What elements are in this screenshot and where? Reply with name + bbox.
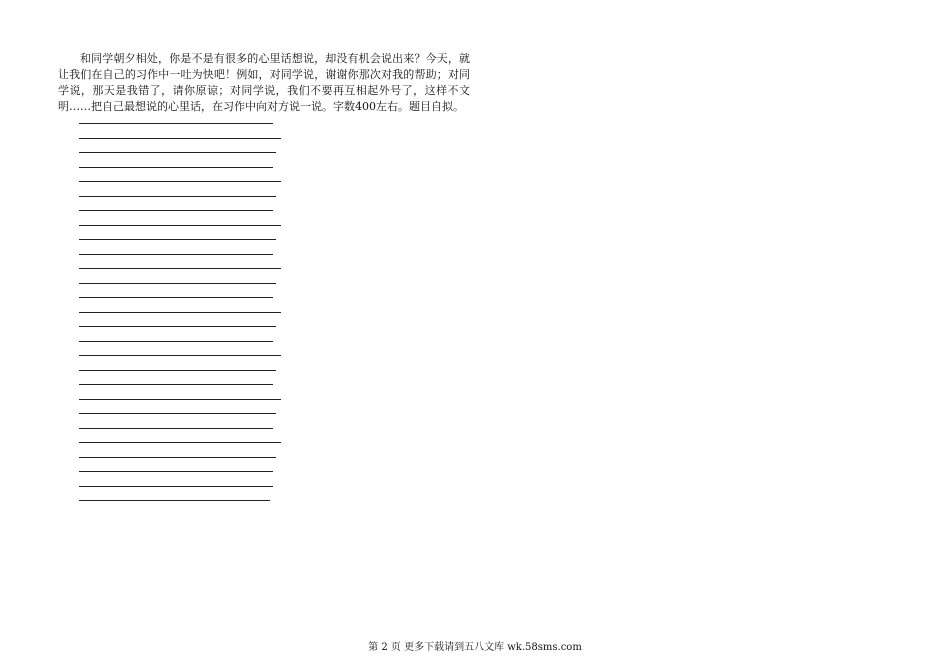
answer-line[interactable] [79, 254, 273, 255]
answer-line[interactable] [79, 370, 276, 371]
page-footer: 第 2 页 更多下载请到五八文库 wk.58sms.com [368, 642, 582, 653]
answer-line[interactable] [79, 355, 281, 356]
answer-line[interactable] [79, 283, 276, 284]
answer-line[interactable] [79, 123, 273, 124]
answer-line[interactable] [79, 500, 270, 501]
answer-line[interactable] [79, 297, 273, 298]
answer-line[interactable] [79, 326, 276, 327]
answer-line[interactable] [79, 181, 281, 182]
answer-line[interactable] [79, 210, 273, 211]
answer-line[interactable] [79, 341, 273, 342]
answer-line[interactable] [79, 167, 273, 168]
answer-line[interactable] [79, 428, 273, 429]
answer-line[interactable] [79, 399, 281, 400]
answer-line[interactable] [79, 268, 281, 269]
answer-line[interactable] [79, 413, 276, 414]
answer-line[interactable] [79, 152, 276, 153]
answer-line[interactable] [79, 486, 273, 487]
answer-line[interactable] [79, 471, 273, 472]
answer-lines [79, 123, 281, 515]
answer-line[interactable] [79, 457, 276, 458]
answer-line[interactable] [79, 442, 281, 443]
answer-line[interactable] [79, 196, 276, 197]
answer-line[interactable] [79, 384, 273, 385]
answer-line[interactable] [79, 239, 276, 240]
answer-line[interactable] [79, 138, 281, 139]
answer-line[interactable] [79, 312, 281, 313]
answer-line[interactable] [79, 225, 281, 226]
writing-prompt: 和同学朝夕相处，你是不是有很多的心里话想说，却没有机会说出来？今天，就让我们在自己的习作中一吐为快吧！例如，对同学说，谢谢你那次对我的帮助；对同学说，那天是我错了，请你原谅；对同学说，我们不要再互相起外号了，这样不文明……把自己最想说的心里话，在习作中向对方说一说。字数400左右。题目自拟。 [58, 52, 470, 113]
